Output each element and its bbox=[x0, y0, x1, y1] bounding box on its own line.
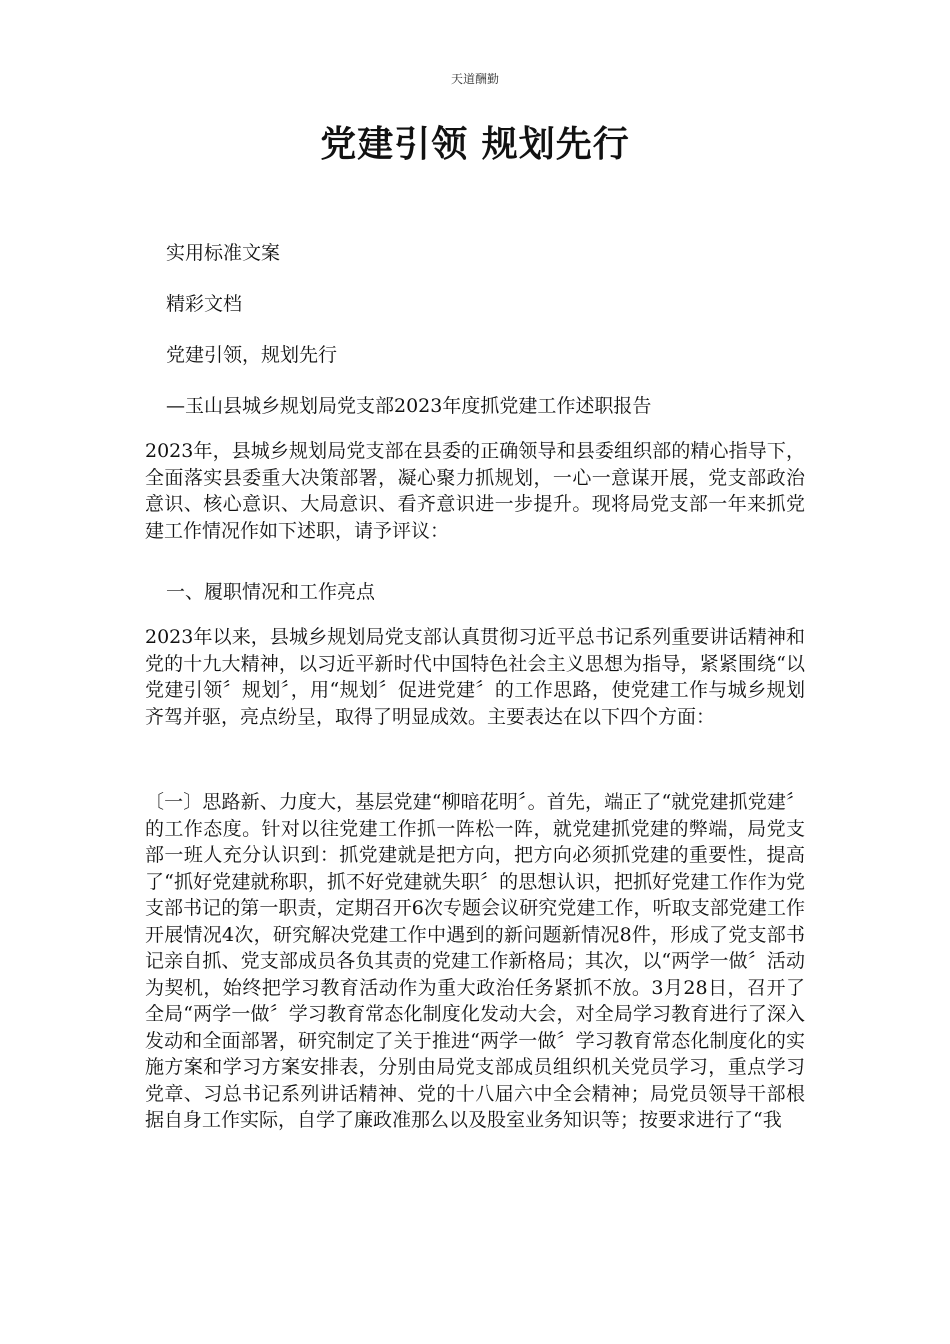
header-note: 天道酬勤 bbox=[450, 72, 499, 86]
point1-paragraph: 〔一〕思路新、力度大，基层党建“柳暗花明〞。首先，端正了“就党建抓党建〞的工作态度。针对以往党建工作抓一阵松一阵，就党建抓党建的弊端，局党支部一班人充分认识到：抓党建就是把方向，把方向必须抓党建的重要性，提高了“抓好党建就称职，抓不好党建就失职〞的思想认识，把抓好党建工作作为党支部书记的第一职责，定期召开6次专题会议研究党建工作，听取支部党建工作开展情况4次，研究解决党建工作中遇到的新问题新情况8件，形成了党支部书记亲自抓、党支部成员各负其责的党建工作新格局；其次，以“两学一做〞活动为契机，始终把学习教育活动作为重大政治任务紧抓不放。3月28日，召开了全局“两学一做〞学习教育常态化制度化发动大会，对全局学习教育进行了深入发动和全面部署，研究制定了关于推进“两学一做〞学习教育常态化制度化的实施方案和学习方案安排表，分别由局党支部成员组织机关党员学习，重点学习党章、习总书记系列讲话精神、党的十八届六中全会精神；局党员领导干部根据自身工作实际，自学了廉政准那么以及股室业务知识等；按要求进行了“我 bbox=[145, 791, 805, 1131]
subtitle-line-2: 精彩文档 bbox=[166, 293, 243, 315]
section1-paragraph: 2023年以来，县城乡规划局党支部认真贯彻习近平总书记系列重要讲话精神和党的十九大精神，以习近平新时代中国特色社会主义思想为指导，紧紧围绕“以党建引领〞规划〞，用“规划〞促进党建〞的工作思路，使党建工作与城乡规划齐驾并驱，亮点纷呈，取得了明显成效。主要表达在以下四个方面： bbox=[145, 626, 805, 728]
subtitle-line-4: —玉山县城乡规划局党支部2023年度抓党建工作述职报告 bbox=[166, 395, 652, 417]
subtitle-line-1: 实用标准文案 bbox=[166, 242, 281, 264]
subtitle-line-3: 党建引领，规划先行 bbox=[166, 344, 338, 366]
section-heading: 一、履职情况和工作亮点 bbox=[166, 581, 376, 603]
document-title: 党建引领 规划先行 bbox=[320, 123, 630, 165]
intro-paragraph: 2023年，县城乡规划局党支部在县委的正确领导和县委组织部的精心指导下，全面落实县委重大决策部署，凝心聚力抓规划，一心一意谋开展，党支部政治意识、核心意识、大局意识、看齐意识进一步提升。现将局党支部一年来抓党建工作情况作如下述职，请予评议： bbox=[145, 440, 805, 542]
